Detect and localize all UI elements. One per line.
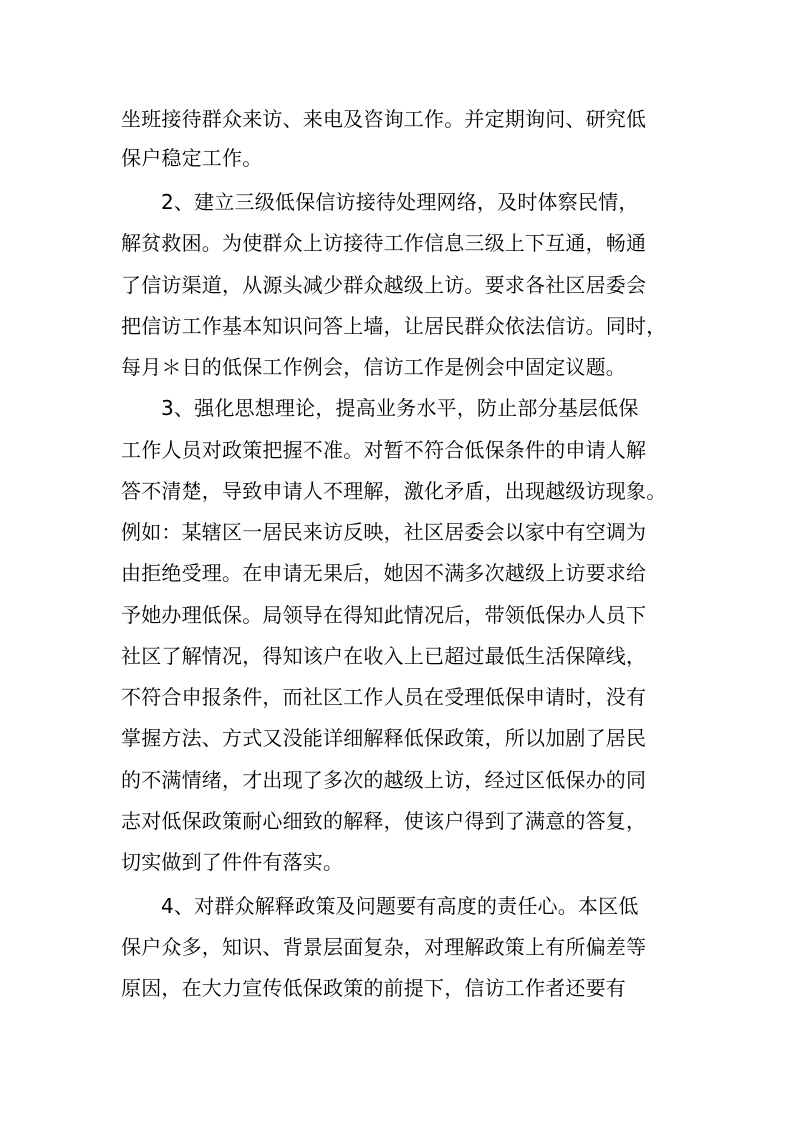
text-line: 例如：某辖区一居民来访反映，社区居委会以家中有空调为	[121, 520, 647, 544]
text-line: 答不清楚，导致申请人不理解，激化矛盾，出现越级访现象。	[121, 479, 667, 503]
paragraph-start-line: 2、建立三级低保信访接待处理网络，及时体察民情，	[161, 190, 639, 214]
text-line: 坐班接待群众来访、来电及咨询工作。并定期询问、研究低	[121, 107, 647, 131]
text-line: 解贫救困。为使群众上访接待工作信息三级上下互通，畅通	[121, 231, 647, 255]
text-line: 每月＊日的低保工作例会，信访工作是例会中固定议题。	[121, 355, 626, 379]
text-line: 切实做到了件件有落实。	[121, 850, 344, 874]
text-line: 志对低保政策耐心细致的解释，使该户得到了满意的答复，	[121, 809, 647, 833]
paragraph-start-line: 3、强化思想理论，提高业务水平，防止部分基层低保	[161, 396, 639, 420]
text-line: 把信访工作基本知识问答上墙，让居民群众依法信访。同时，	[121, 314, 667, 338]
text-line: 了信访渠道，从源头减少群众越级上访。要求各社区居委会	[121, 273, 647, 297]
text-line: 原因，在大力宣传低保政策的前提下，信访工作者还要有	[121, 976, 626, 1000]
text-line: 工作人员对政策把握不准。对暂不符合低保条件的申请人解	[121, 438, 647, 462]
paragraph-start-line: 4、对群众解释政策及问题要有高度的责任心。本区低	[161, 894, 639, 918]
text-line: 保户众多，知识、背景层面复杂，对理解政策上有所偏差等	[121, 935, 647, 959]
text-line: 不符合申报条件，而社区工作人员在受理低保申请时，没有	[121, 685, 647, 709]
text-line: 予她办理低保。局领导在得知此情况后，带领低保办人员下	[121, 603, 647, 627]
text-line: 由拒绝受理。在申请无果后，她因不满多次越级上访要求给	[121, 561, 647, 585]
text-line: 社区了解情况，得知该户在收入上已超过最低生活保障线，	[121, 644, 647, 668]
text-line: 保户稳定工作。	[121, 146, 263, 170]
text-line: 的不满情绪，才出现了多次的越级上访，经过区低保办的同	[121, 768, 647, 792]
text-line: 掌握方法、方式又没能详细解释低保政策，所以加剧了居民	[121, 726, 647, 750]
